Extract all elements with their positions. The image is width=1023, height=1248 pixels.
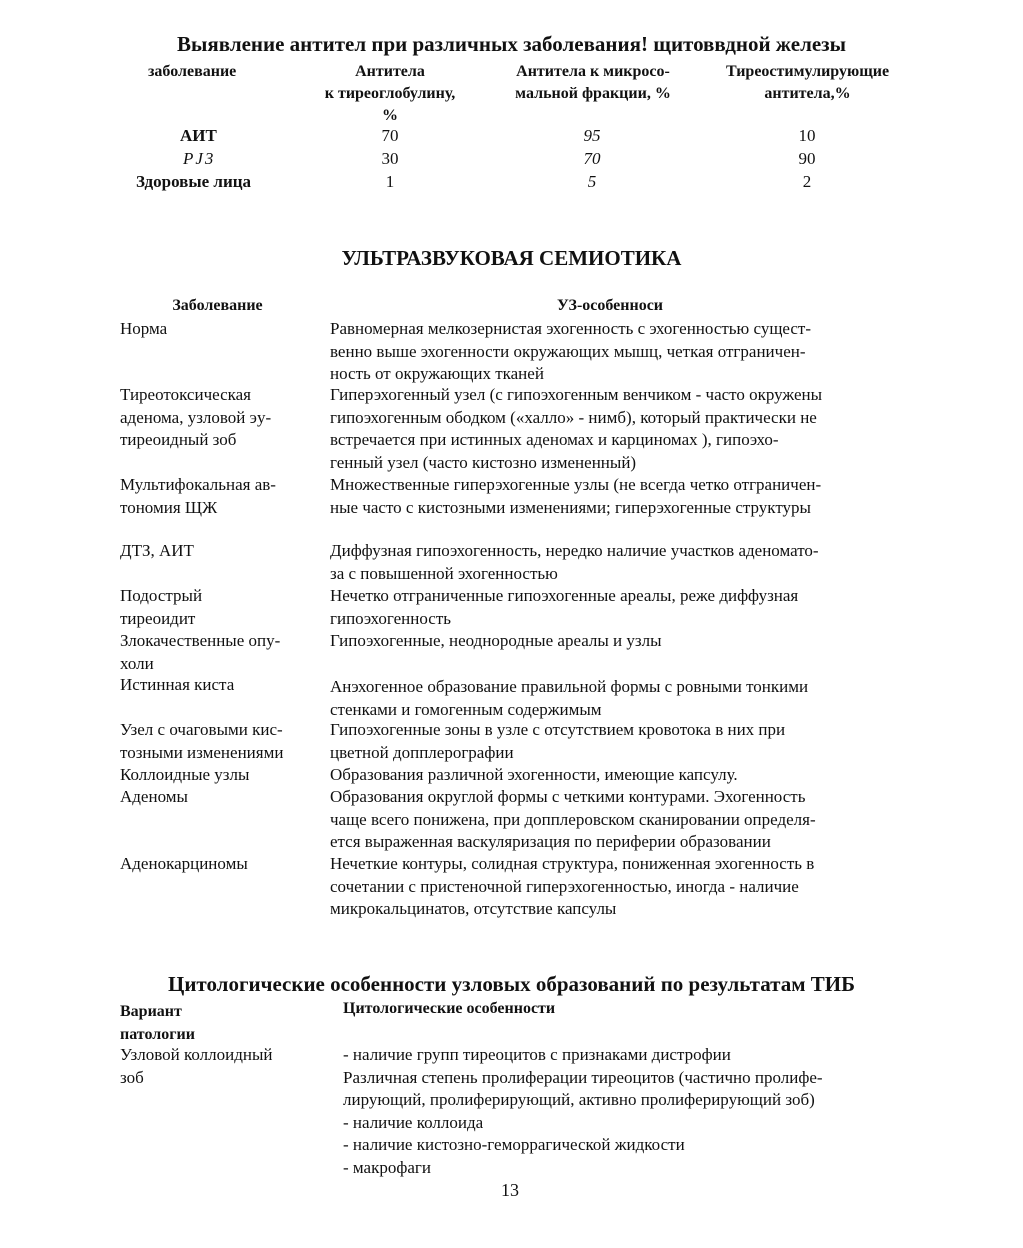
- header-tg-antibodies: [300, 61, 480, 127]
- cytology-feature: - наличие коллоида: [343, 1112, 484, 1132]
- row-ait-tg: 70: [381, 126, 399, 145]
- antibody-table-title: Выявление антител при различных заболевания! щитоввдной железы: [176, 32, 847, 56]
- cytology-header-variant: [120, 1000, 195, 1046]
- ultrasound-header-features: УЗ-особенноси: [556, 297, 664, 314]
- row-ait-micro: 95: [583, 126, 601, 145]
- ultrasound-disease: Аденокарциномы: [120, 854, 248, 873]
- cytology-feature: - наличие кистозно-геморрагической жидкости: [343, 1135, 685, 1154]
- cytology-header-variant-line2: патологии: [120, 1026, 195, 1043]
- row-healthy-micro: 5: [587, 172, 597, 191]
- cytology-feature: Различная степень пролиферации тиреоцитов (частично пролифе-: [343, 1067, 823, 1087]
- row-healthy-tg: 1: [385, 172, 395, 191]
- ultrasound-title: УЛЬТРАЗВУКОВАЯ СЕМИОТИКА: [341, 246, 682, 270]
- cytology-header-variant-line1: Вариант: [120, 1003, 182, 1020]
- page-number: 13: [501, 1180, 519, 1200]
- row-healthy-tsh: 2: [802, 172, 812, 191]
- ultrasound-features: Диффузная гипоэхогенность, нередко наличие участков аденомато- за с повышенной эхогенностью: [330, 541, 819, 583]
- ultrasound-disease: Тиреотоксическая аденома, узловой эу- тиреоидный зоб: [120, 385, 272, 449]
- header-tsh-line2: антитела,%: [764, 85, 851, 102]
- ultrasound-features: Образования различной эхогенности, имеющие капсулу.: [330, 765, 738, 784]
- ultrasound-disease: Подострый тиреоидит: [120, 586, 203, 628]
- ultrasound-features: Равномерная мелкозернистая эхогенность с эхогенностью сущест- венно выше эхогенности окружающих мышц, четкая отграничен- ность от окружающих тканей: [330, 319, 812, 383]
- cytology-features: [343, 1044, 913, 1179]
- row-pj3-tg: 30: [381, 149, 399, 168]
- cytology-feature: - макрофаги: [343, 1157, 431, 1177]
- row-disease-healthy: Здоровые лица: [136, 172, 252, 191]
- ultrasound-features: Анэхогенное образование правильной формы с ровными тонкими стенками и гомогенным содержимым: [330, 677, 809, 719]
- header-disease: заболевание: [148, 63, 237, 80]
- ultrasound-disease: Норма: [120, 319, 168, 338]
- header-tg-line2: к тиреоглобулину,: [324, 85, 456, 102]
- header-micro-line1: Антитела к микросо-: [516, 63, 670, 80]
- row-ait-tsh: 10: [798, 126, 816, 145]
- ultrasound-features: Множественные гиперэхогенные узлы (не всегда четко отграничен- ные часто с кистозными изменениями; гиперэхогенные структуры: [330, 475, 822, 517]
- ultrasound-features: Нечетко отграниченные гипоэхогенные ареалы, реже диффузная гипоэхогенность: [330, 586, 799, 628]
- row-disease-ait: АИТ: [180, 126, 217, 145]
- cytology-feature: лирующий, пролиферирующий, активно пролиферирующий зоб): [343, 1090, 815, 1109]
- ultrasound-features: Гипоэхогенные зоны в узле с отсутствием кровотока в них при цветной допплерографии: [330, 720, 786, 762]
- ultrasound-header-disease: Заболевание: [172, 297, 263, 314]
- ultrasound-features: Гипоэхогенные, неоднородные ареалы и узлы: [330, 631, 662, 650]
- cytology-variant-line2: зоб: [120, 1067, 144, 1087]
- ultrasound-disease: Коллоидные узлы: [120, 765, 250, 784]
- ultrasound-features: Образования округлой формы с четкими контурами. Эхогенность чаще всего понижена, при допплеровском сканировании определя- ется выраженная васкуляризация по периферии образовании: [330, 787, 816, 851]
- header-tsh-antibodies: [700, 61, 915, 105]
- ultrasound-disease: Истинная киста: [120, 675, 235, 694]
- cytology-header-features: Цитологические особенности: [343, 1000, 556, 1017]
- header-microsomal-antibodies: [488, 61, 698, 105]
- cytology-variant-line1: Узловой коллоидный: [120, 1045, 273, 1064]
- header-tsh-line1: Тиреостимулирующие: [725, 63, 890, 80]
- header-tg-line3: %: [382, 107, 398, 124]
- ultrasound-features: Гиперэхогенный узел (с гипоэхогенным венчиком - часто окружены гипоэхогенным ободком («халло» - нимб), который практически не встречается при истинных аденомах и карциномах ), гипоэхо- генный узел (часто кистозно измененный): [330, 385, 823, 472]
- ultrasound-disease: Узел с очаговыми кис- тозными изменениями: [120, 720, 284, 762]
- ultrasound-disease: Аденомы: [120, 787, 188, 806]
- cytology-variant: [120, 1044, 273, 1089]
- ultrasound-disease: Злокачественные опу- холи: [120, 631, 281, 673]
- ultrasound-disease: Мультифокальная ав- тономия ЩЖ: [120, 475, 276, 517]
- row-pj3-micro: 70: [583, 149, 601, 168]
- row-disease-pj3: PJ3: [183, 149, 216, 168]
- cytology-feature: - наличие групп тиреоцитов с признаками дистрофии: [343, 1045, 731, 1064]
- row-pj3-tsh: 90: [798, 149, 816, 168]
- header-micro-line2: мальной фракции, %: [515, 85, 671, 102]
- header-tg-line1: Антитела: [355, 63, 425, 80]
- ultrasound-features: Нечеткие контуры, солидная структура, пониженная эхогенность в сочетании с пристеночной гиперэхогенностью, иногда - наличие микрокальцинатов, отсутствие капсулы: [330, 854, 815, 918]
- cytology-title: Цитологические особенности узловых образований по результатам ТИБ: [167, 972, 855, 996]
- ultrasound-disease: ДТЗ, АИТ: [120, 541, 194, 560]
